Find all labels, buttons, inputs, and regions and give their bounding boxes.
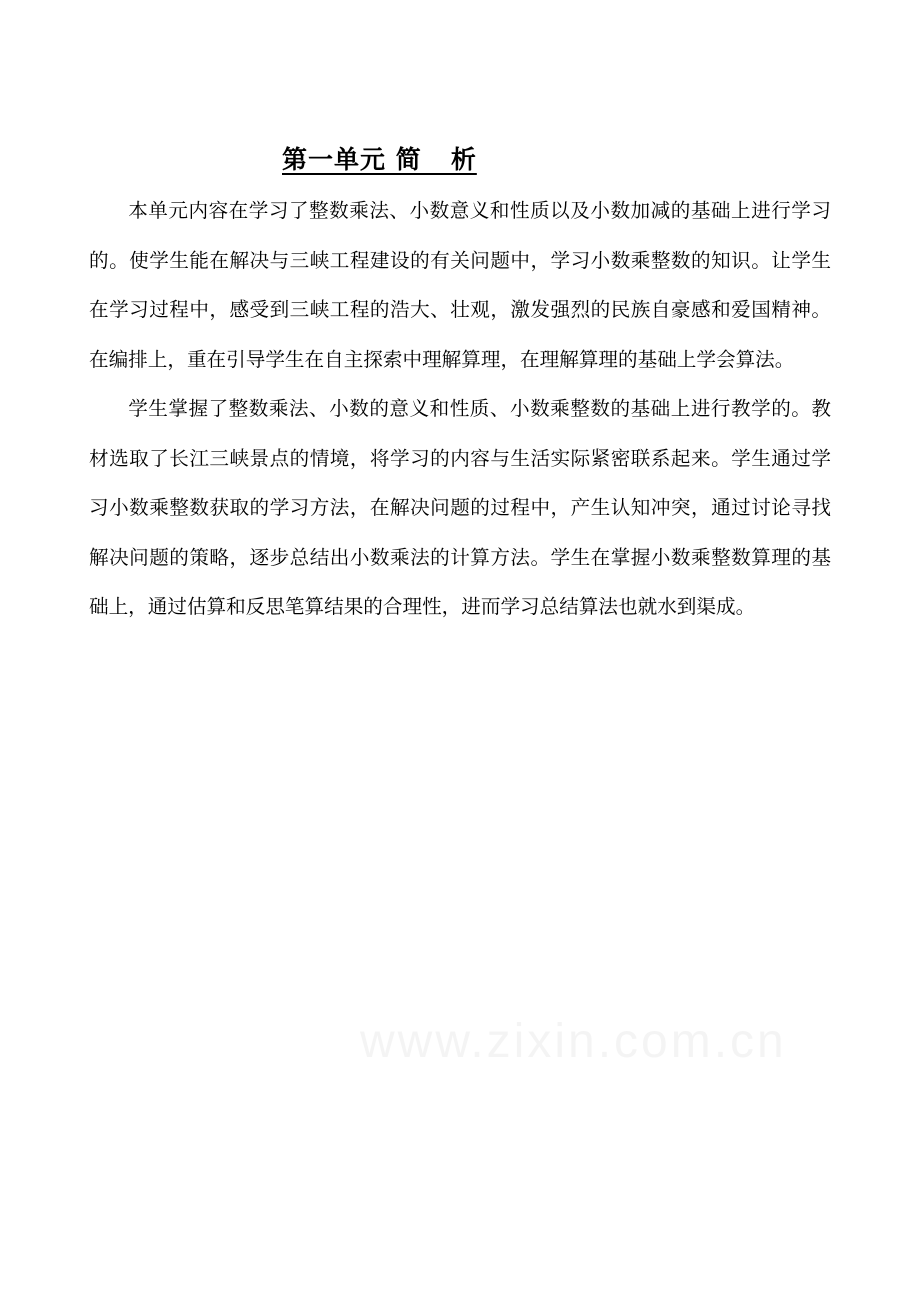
watermark: www.zixin.com.cn [360,1015,787,1068]
paragraph-2: 学生掌握了整数乘法、小数的意义和性质、小数乘整数的基础上进行教学的。教材选取了长江三峡景点的情境，将学习的内容与生活实际紧密联系起来。学生通过学习小数乘整数获取的学习方法，在解决问题的过程中，产生认知冲突，通过讨论寻找解决问题的策略，逐步总结出小数乘法的计算方法。学生在掌握小数乘整数算理的基础上，通过估算和反思笔算结果的合理性，进而学习总结算法也就水到渠成。 [89,397,831,618]
paragraph-1: 本单元内容在学习了整数乘法、小数意义和性质以及小数加减的基础上进行学习的。使学生能在解决与三峡工程建设的有关问题中，学习小数乘整数的知识。让学生在学习过程中，感受到三峡工程的浩大、壮观，激发强烈的民族自豪感和爱国精神。在编排上，重在引导学生在自主探索中理解算理，在理解算理的基础上学会算法。 [89,199,831,371]
document-body [89,186,831,632]
document-title: 第一单元 简 析 [282,145,477,174]
